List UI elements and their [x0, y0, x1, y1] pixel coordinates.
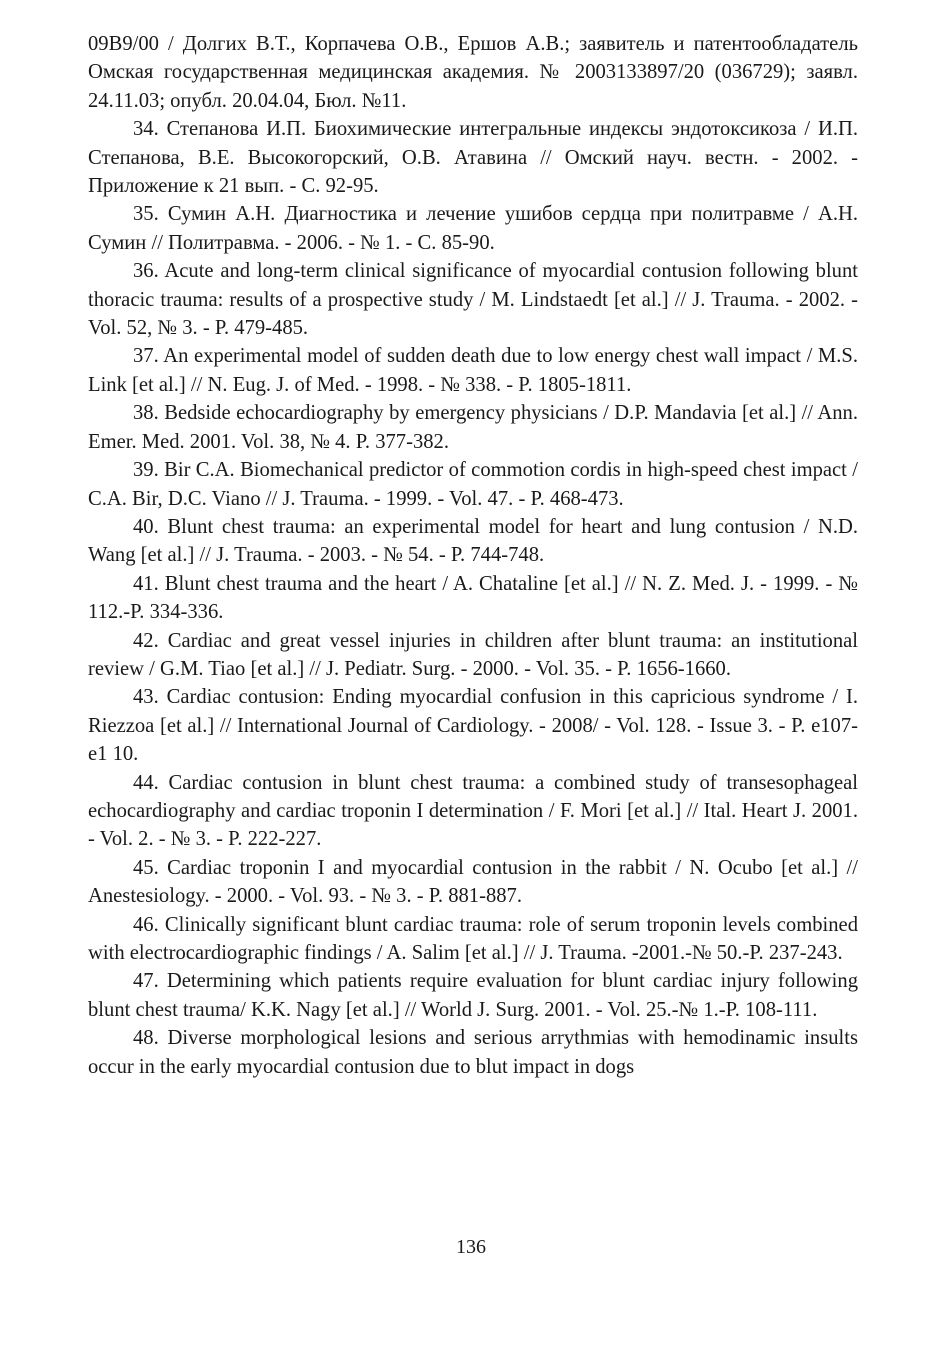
reference-item-48: 48. Diverse morphological lesions and serious arrythmias with hemodinamic insults occur in the early myocardial contusion due to blut impact in dogs — [88, 1027, 858, 1078]
reference-item-44: 44. Cardiac contusion in blunt chest trauma: a combined study of transesophageal echocardiography and cardiac troponin I determination / F. Mori [et al.] // Ital. Heart J. 2001. - Vol. 2. - № 3. - P. 222-227. — [88, 771, 858, 851]
reference-item-35: 35. Сумин А.Н. Диагностика и лечение ушибов сердца при политравме / А.Н. Сумин // Политравма. - 2006. - № 1. - С. 85-90. — [88, 203, 858, 254]
reference-list — [88, 30, 858, 1081]
reference-item-37: 37. An experimental model of sudden death due to low energy chest wall impact / M.S. Link [et al.] // N. Eug. J. of Med. - 1998. - № 338. - P. 1805-1811. — [88, 345, 858, 396]
reference-item-43: 43. Cardiac contusion: Ending myocardial confusion in this capricious syndrome / I. Riezzoa [et al.] // International Journal of Cardiology. - 2008/ - Vol. 128. - Issue 3. - P. e107-e1 10. — [88, 686, 858, 766]
reference-item-41: 41. Blunt chest trauma and the heart / A. Chataline [et al.] // N. Z. Med. J. - 1999. - № 112.-P. 334-336. — [88, 572, 858, 624]
reference-item-39: 39. Bir C.A. Biomechanical predictor of commotion cordis in high-speed chest impact / C.A. Bir, D.C. Viano // J. Trauma. - 1999. - Vol. 47. - P. 468-473. — [88, 459, 858, 510]
reference-item-38: 38. Bedside echocardiography by emergency physicians / D.P. Mandavia [et al.] // Ann. Emer. Med. 2001. Vol. 38, № 4. P. 377-382. — [88, 402, 858, 453]
reference-item-36: 36. Acute and long-term clinical significance of myocardial contusion following blunt thoracic trauma: results of a prospective study / M. Lindstaedt [et al.] // J. Trauma. - 2002. - Vol. 52, № 3. - P. 479-485. — [88, 260, 858, 340]
reference-item-45: 45. Cardiac troponin I and myocardial contusion in the rabbit / N. Ocubo [et al.] // Anestesiology. - 2000. - Vol. 93. - № 3. - P. 881-887. — [88, 856, 858, 908]
reference-item-47: 47. Determining which patients require evaluation for blunt cardiac injury following blunt chest trauma/ K.K. Nagy [et al.] // World J. Surg. 2001. - Vol. 25.-№ 1.-P. 108-111. — [88, 970, 858, 1021]
reference-item-42: 42. Cardiac and great vessel injuries in children after blunt trauma: an institutional review / G.M. Tiao [et al.] // J. Pediatr. Surg. - 2000. - Vol. 35. - P. 1656-1660. — [88, 629, 858, 680]
page-number: 136 — [456, 1236, 486, 1258]
reference-item-40: 40. Blunt chest trauma: an experimental model for heart and lung contusion / N.D. Wang [et al.] // J. Trauma. - 2003. - № 54. - P. 744-748. — [88, 515, 858, 567]
reference-item-34: 34. Степанова И.П. Биохимические интегральные индексы эндотоксикоза / И.П. Степанова, В.Е. Высокогорский, О.В. Атавина // Омский науч. вестн. - 2002. - Приложение к 21 вып. - С. 92-95. — [88, 118, 858, 198]
reference-continuation: 09В9/00 / Долгих В.Т., Корпачева О.В., Ершов А.В.; заявитель и патентообладатель Омская государственная медицинская академия. № 2003133897/20 (036729); заявл. 24.11.03; опубл. 20.04.04, Бюл. №11. — [88, 33, 858, 112]
reference-item-46: 46. Clinically significant blunt cardiac trauma: role of serum troponin levels combined with electrocardiographic findings / A. Salim [et al.] // J. Trauma. -2001.-№ 50.-P. 237-243. — [88, 913, 858, 964]
